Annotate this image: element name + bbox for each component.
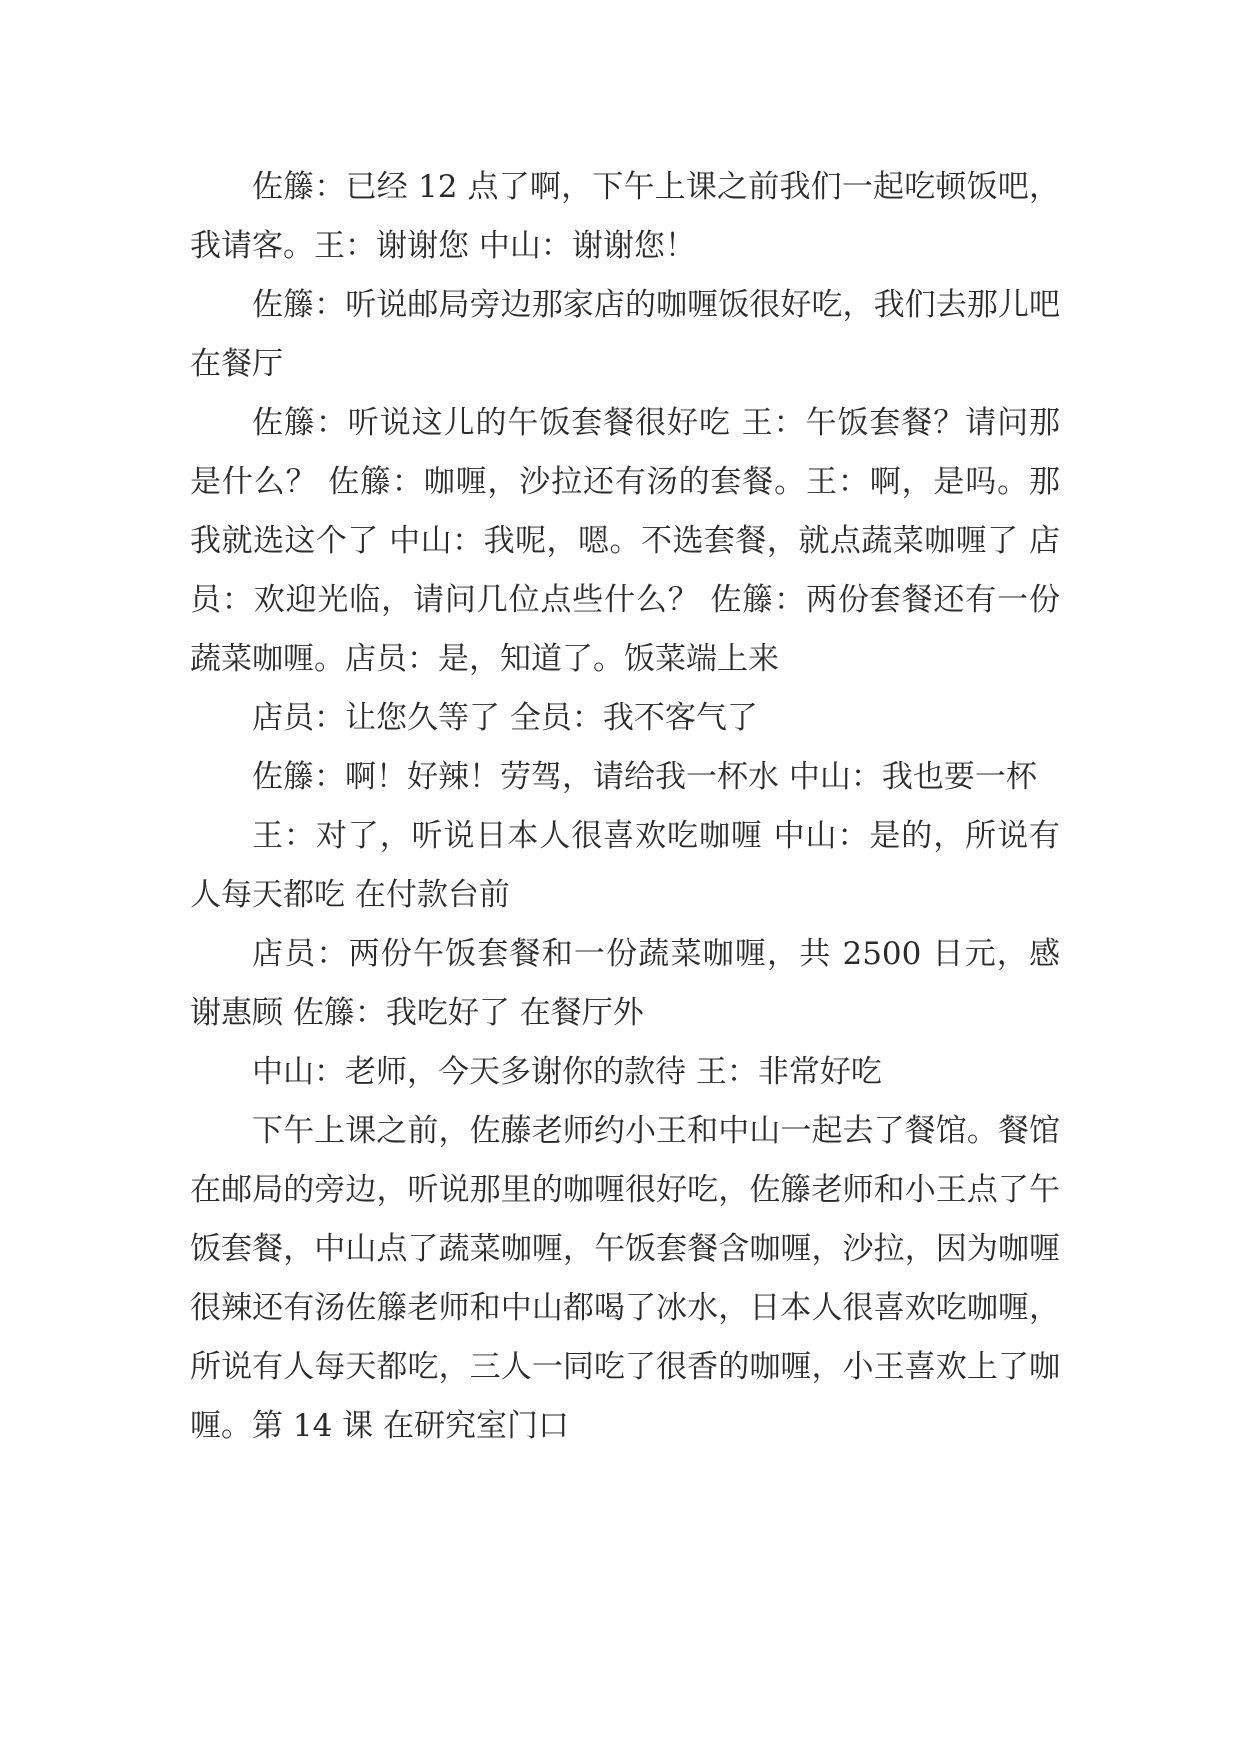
paragraph-2: 佐籐：听说邮局旁边那家店的咖喱饭很好吃，我们去那儿吧 在餐厅 [190, 287, 1060, 382]
paragraph-9: 下午上课之前，佐藤老师约小王和中山一起去了餐馆。餐馆在邮局的旁边，听说那里的咖喱很好吃，佐籐老师和小王点了午饭套餐，中山点了蔬菜咖喱，午饭套餐含咖喱，沙拉，因为咖喱很辣还有汤佐籐老师和中山都喝了冰水，日本人很喜欢吃咖喱，所说有人每天都吃，三人一同吃了很香的咖喱，小王喜欢上了咖喱。第 14 课 在研究室门口 [190, 1113, 1060, 1444]
paragraph-6: 王：对了，听说日本人很喜欢吃咖喱 中山：是的，所说有人每天都吃 在付款台前 [190, 818, 1060, 913]
paragraph-1: 佐籐：已经 12 点了啊，下午上课之前我们一起吃顿饭吧，我请客。王：谢谢您 中山：谢谢您！ [190, 169, 1060, 264]
paragraph-5: 佐籐：啊！好辣！劳驾，请给我一杯水 中山：我也要一杯 [252, 759, 1037, 795]
paragraph-7: 店员：两份午饭套餐和一份蔬菜咖喱，共 2500 日元，感谢惠顾 佐籐：我吃好了 在餐厅外 [190, 936, 1060, 1031]
paragraph-4: 店员：让您久等了 全员：我不客气了 [252, 700, 758, 736]
document-body [190, 158, 1060, 1456]
paragraph-3: 佐籐：听说这儿的午饭套餐很好吃 王：午饭套餐？请问那是什么？ 佐籐：咖喱，沙拉还有汤的套餐。王：啊，是吗。那我就选这个了 中山：我呢，嗯。不选套餐，就点蔬菜咖喱了 店员：欢迎光临，请问几位点些什么？ 佐籐：两份套餐还有一份蔬菜咖喱。店员：是，知道了。饭菜端上来 [190, 405, 1060, 677]
paragraph-8: 中山：老师，今天多谢你的款待 王：非常好吃 [252, 1054, 882, 1090]
